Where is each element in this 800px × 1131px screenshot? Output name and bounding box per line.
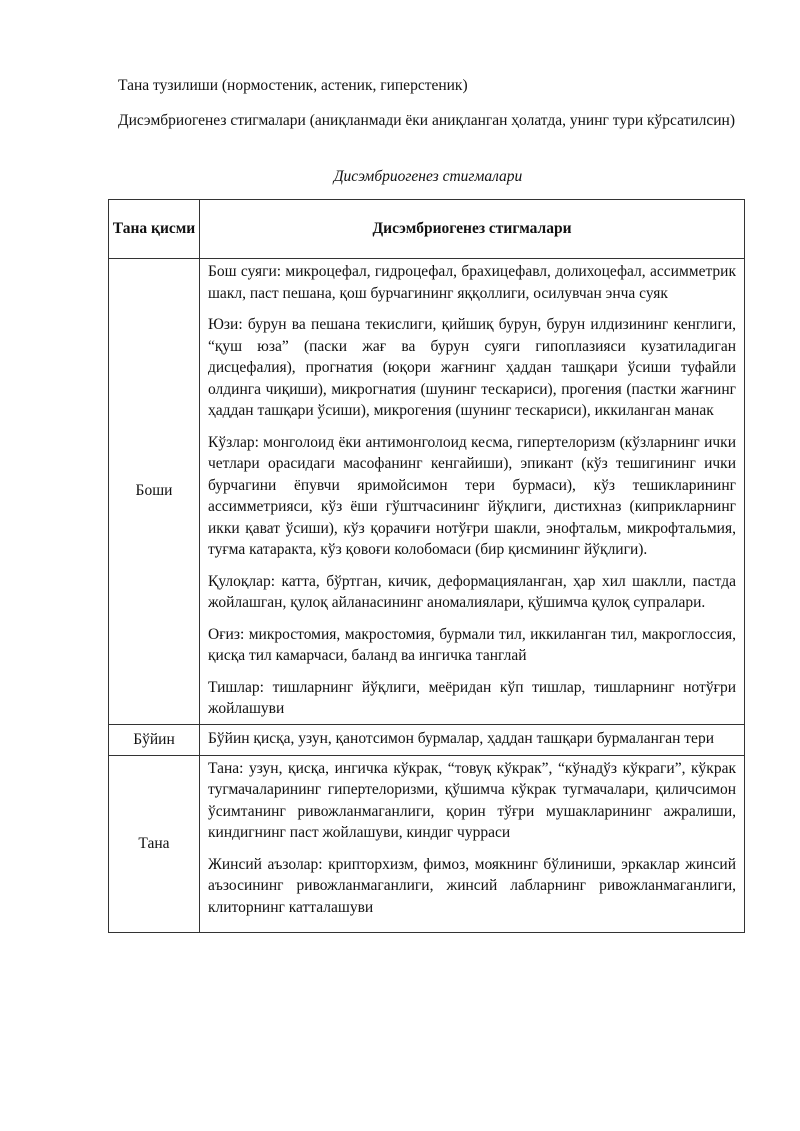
table-header-row [109, 200, 745, 259]
body-type-line: Тана тузилиши (нормостеник, астеник, гиперстеник) [118, 77, 468, 94]
row-stigmata-cell [200, 755, 745, 933]
stigmata-item-genitals: Жинсий аъзолар: крипторхизм, фимоз, моякнинг бўлиниши, эркаклар жинсий аъзосининг ривожланмаганлиги, жинсий лабларнинг ривожланмаганлиги, клиторнинг катталашуви [208, 855, 736, 916]
row-part-label: Тана [109, 755, 200, 933]
stigmata-item-mouth: Оғиз: микростомия, макростомия, бурмали тил, иккиланган тил, макроглоссия, қисқа тил камарчаси, баланд ва ингичка танглай [208, 625, 736, 664]
stigmata-item-teeth: Тишлар: тишларнинг йўқлиги, меёридан кўп тишлар, тишларнинг нотўғри жойлашуви [208, 678, 736, 717]
stigmata-item-eyes: Кўзлар: монголоид ёки антимонголоид кесма, гипертелоризм (кўзларнинг ички четлари орасидаги масофанинг кенгайиши), эпикант (кўз тешигининг ички бурчагини ёпувчи яримойсимон тери бурмаси), кўз тешикларининг ассимметрияси, кўз ёши гўштчасининг йўқлиги, дистихназ (киприкларнинг икки қават ўсиши), кўз қорачиғи нотўғри шакли, энофтальм, микрофтальмия, туғма катаракта, кўз қовоғи колобомаси (бир қисмининг йўқлиги). [208, 433, 736, 558]
stigmata-item-neck: Бўйин қисқа, узун, қанотсимон бурмалар, ҳаддан ташқари бурмаланган тери [208, 729, 714, 747]
stigmata-table [108, 199, 745, 933]
header-stigmata: Дисэмбриогенез стигмалари [200, 200, 745, 259]
table-row-torso [109, 755, 745, 933]
row-stigmata-cell [200, 259, 745, 725]
stigmata-item-torso: Тана: узун, қисқа, ингичка кўкрак, “товуқ кўкрак”, “кўнадўз кўкраги”, кўкрак тугмачаларининг гипертелоризми, қўшимча кўкрак тугмачалари, қиличсимон ўсимтанинг ривожланмаганлиги, қорин тўғри мушакларининг ажралиши, киндигнинг паст жойлашуви, киндиг чурраси [208, 759, 736, 841]
row-part-label: Боши [109, 259, 200, 725]
stigmata-item-ears: Қулоқлар: катта, бўртган, кичик, деформацияланган, ҳар хил шаклли, пастда жойлашган, қулоқ айланасининг аномалиялари, қўшимча қулоқ супралари. [208, 572, 736, 611]
stigmata-item-face: Юзи: бурун ва пешана текислиги, қийшиқ бурун, бурун илдизининг кенглиги, “қуш юза” (паски жағ ва бурун суяги гипоплазияси кузатиладиган дисцефалия), прогнатия (юқори жағнинг ҳаддан ташқари ўсиши туфайли олдинга чиқиши), микрогнатия (шунинг тескариси), прогения (пастки жағнинг ҳаддан ташқари ўсиши), микрогения (шунинг тескариси), иккиланган манак [208, 316, 736, 419]
table-row-head [109, 259, 745, 725]
header-body-part: Тана қисми [109, 200, 200, 259]
table-row-neck [109, 724, 745, 755]
stigmata-item-skull: Бош суяги: микроцефал, гидроцефал, брахицефавл, долихоцефал, ассимметрик шакл, паст пешана, қош бурчагининг яққоллиги, осилувчан энча суяк [208, 263, 736, 302]
table-caption: Дисэмбриогенез стигмалари [333, 168, 523, 185]
row-stigmata-cell [200, 724, 745, 755]
stigmata-instruction-paragraph: Дисэмбриогенез стигмалари (аниқланмади ёки аниқланган ҳолатда, унинг тури кўрсатилсин) [118, 112, 736, 129]
row-part-label: Бўйин [109, 724, 200, 755]
